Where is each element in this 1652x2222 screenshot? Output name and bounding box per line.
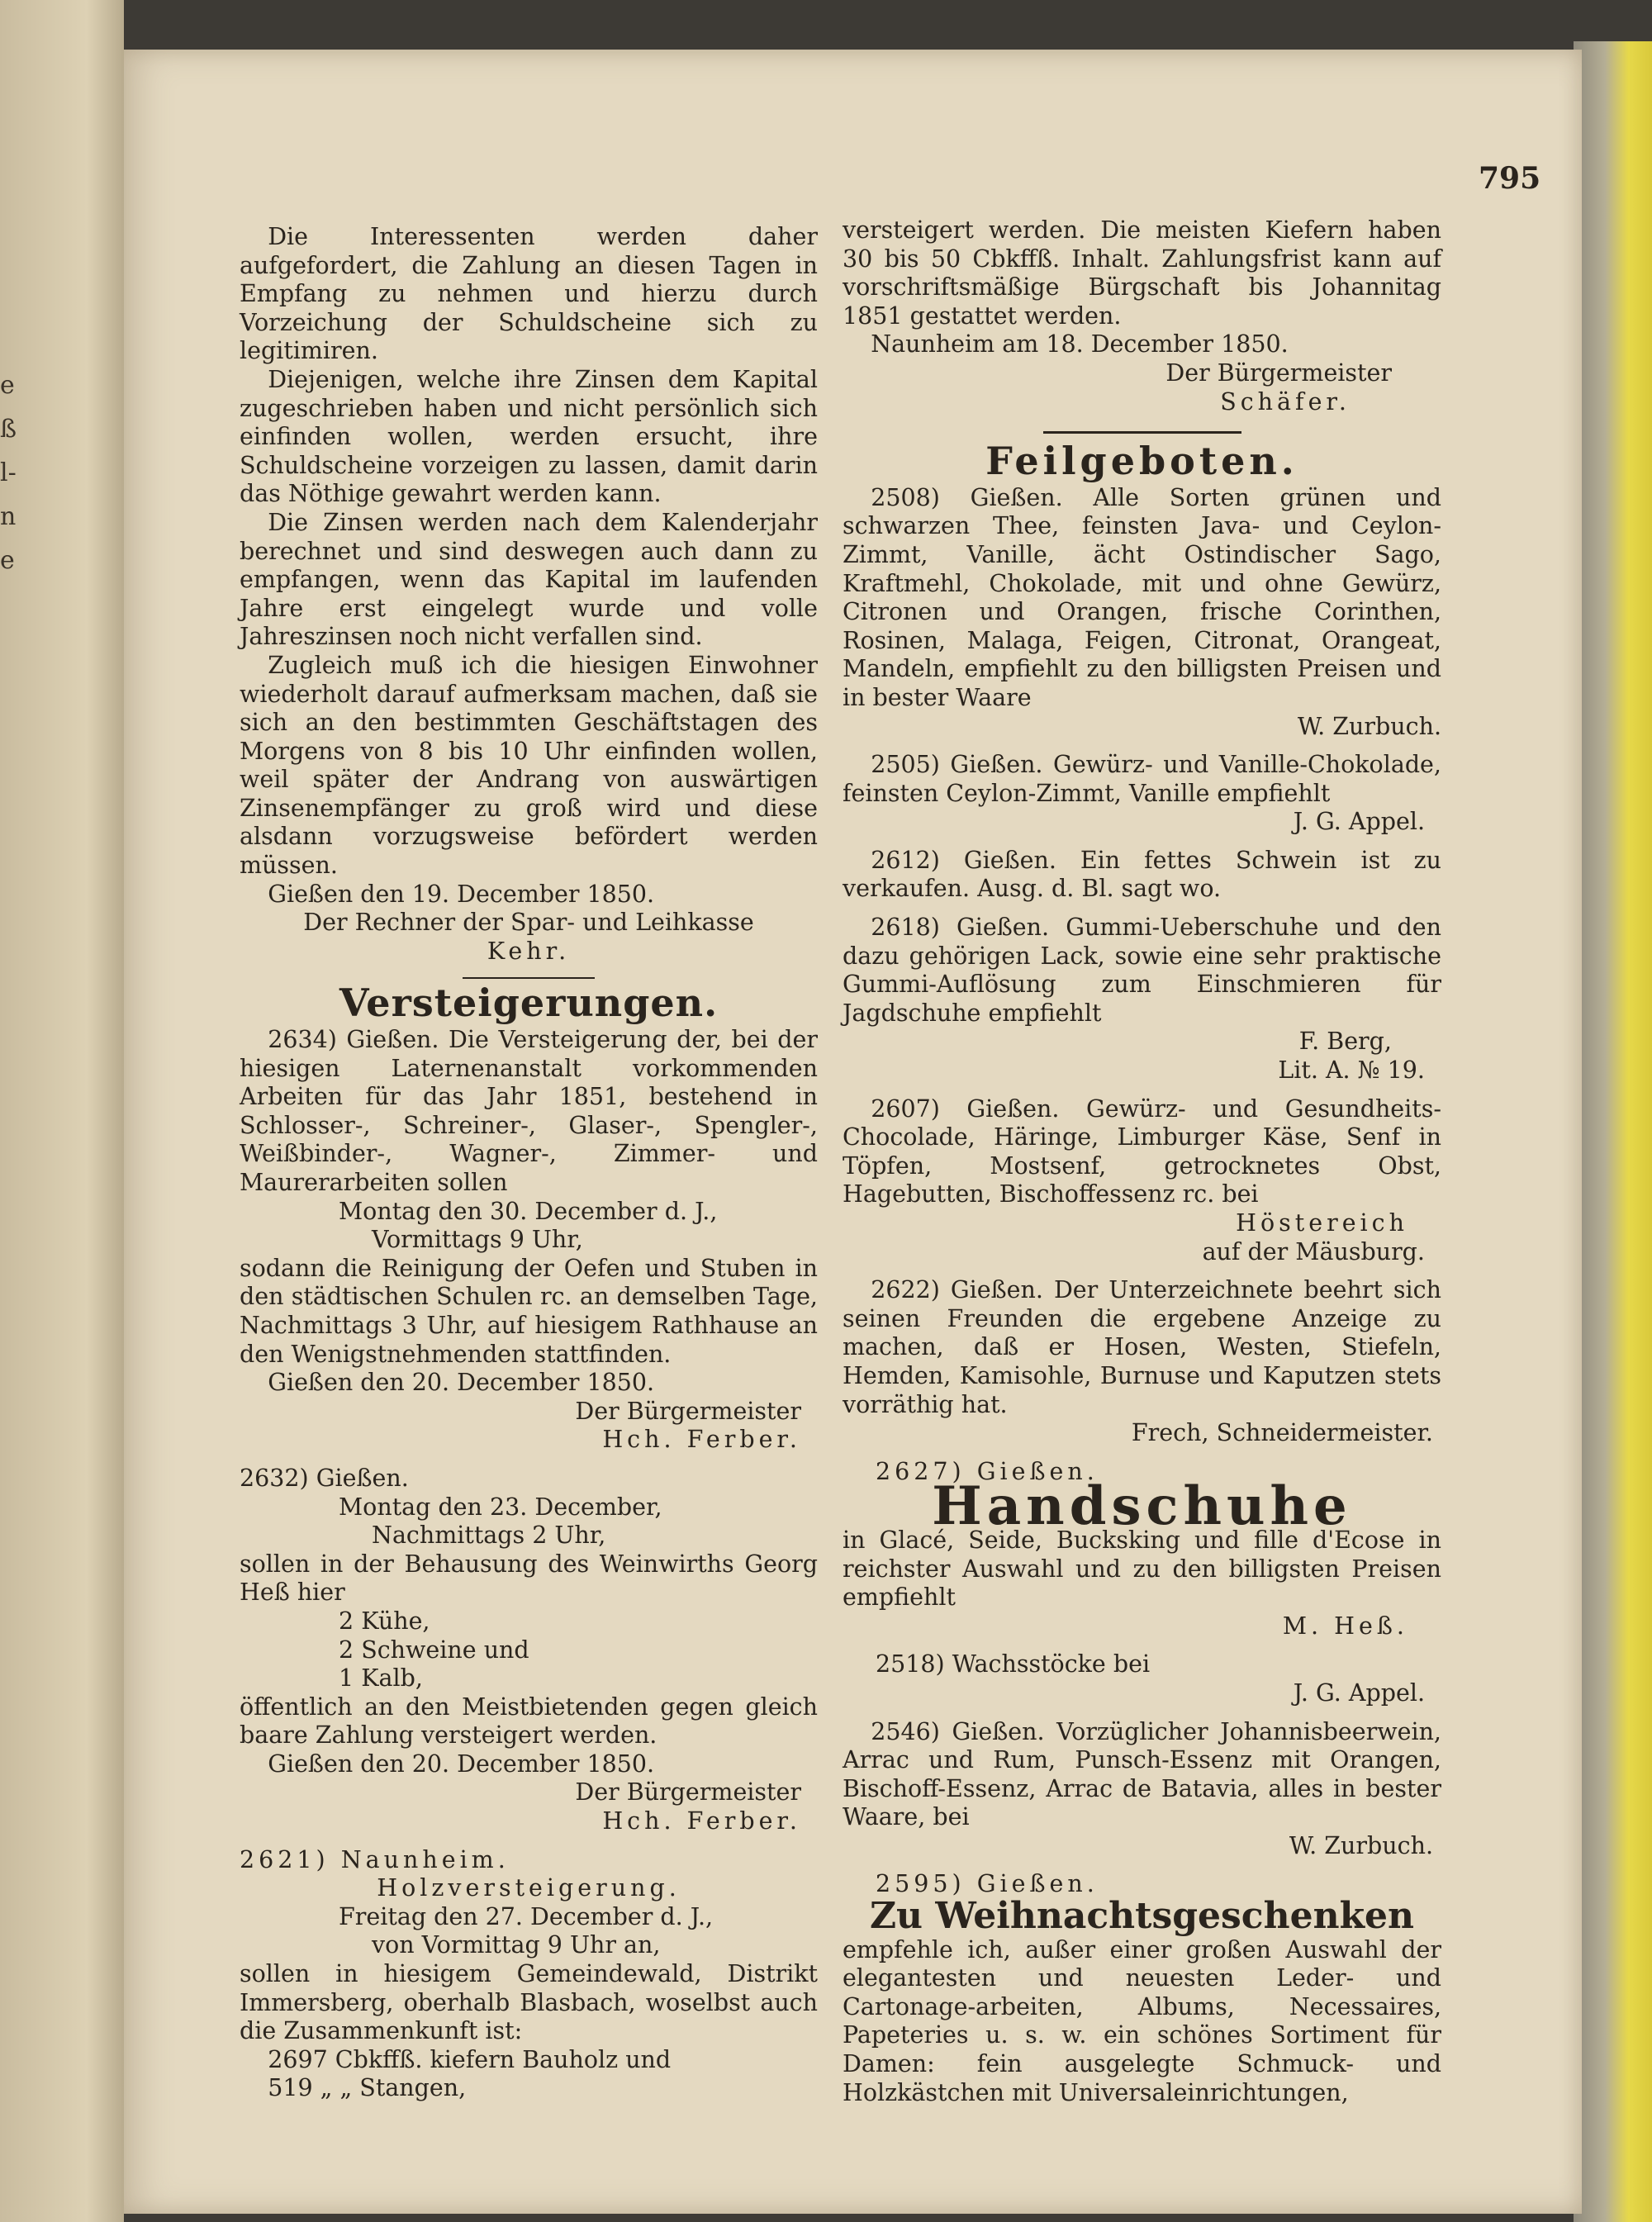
ad-2632-when: Montag den 23. December, <box>339 1493 662 1521</box>
ad-2627-head: 2627) Gießen. <box>876 1457 1099 1485</box>
signature: Kehr. <box>487 937 571 965</box>
date-line: Naunheim am 18. December 1850. <box>871 330 1289 358</box>
signature: J. G. Appel. <box>1293 808 1425 836</box>
ad-2634-text: sodann die Reinigung der Oefen und Stuben in den städtischen Schulen rc. an demselben Tage, Nachmittags 3 Uhr, auf hiesigem Rathhause an den Wenigstnehmenden stattfinden. <box>240 1254 818 1368</box>
address: Lit. A. № 19. <box>1278 1056 1425 1085</box>
ad-2627-title: Handschuhe <box>932 1475 1352 1538</box>
ad-2518: 2518) Wachsstöcke bei <box>876 1650 1151 1678</box>
left-page-edge-text <box>0 363 33 582</box>
signature: Der Rechner der Spar- und Leihkasse <box>303 909 754 937</box>
signature: W. Zurbuch. <box>1297 712 1441 740</box>
edge-letter: e <box>0 546 15 575</box>
ad-2621-when: Freitag den 27. December d. J., <box>339 1902 714 1930</box>
signature: M. Heß. <box>1282 1612 1408 1640</box>
signature: Höstereich <box>1236 1209 1408 1237</box>
paragraph: Die Zinsen werden nach dem Kalenderjahr berechnet und sind deswegen auch dann zu empfangen, wenn das Kapital im laufenden Jahre erst eingelegt wurde und volle Jahreszinsen noch nicht verfallen sind. <box>240 508 818 651</box>
ad-2632-item: 1 Kalb, <box>339 1664 423 1693</box>
ad-2632-head: 2632) Gießen. <box>240 1464 409 1492</box>
left-page-edge <box>0 0 124 2222</box>
book-edge <box>1574 41 1652 2222</box>
ad-2634: 2634) Gießen. Die Versteigerung der, bei der hiesigen Laternenanstalt vorkommenden Arbeiten für das Jahr 1851, bestehend in Schlosser-, Schreiner-, Glaser-, Spengler-, Weißbinder-, Wagner-, Zimmer- und Maurerarbeiten sollen <box>240 1026 818 1196</box>
signature: Der Bürgermeister <box>575 1778 801 1807</box>
divider <box>463 977 595 979</box>
ad-2632-when: Nachmittags 2 Uhr, <box>372 1522 606 1550</box>
signature: Hch. Ferber. <box>602 1807 801 1835</box>
edge-letter: l- <box>0 458 17 487</box>
section-heading-versteigerungen: Versteigerungen. <box>339 980 719 1026</box>
ad-2505: 2505) Gießen. Gewürz- und Vanille-Chokolade, feinsten Ceylon-Zimmt, Vanille empfiehlt <box>843 751 1441 807</box>
ad-2618: 2618) Gießen. Gummi-Ueberschuhe und den dazu gehörigen Lack, sowie eine sehr praktische Gummi-Auflösung zum Einschmieren für Jagdschuhe empfiehlt <box>843 914 1441 1027</box>
ad-2634-when: Vormittags 9 Uhr, <box>372 1226 583 1254</box>
date-line: Gießen den 20. December 1850. <box>268 1369 655 1397</box>
ad-2627: in Glacé, Seide, Bucksking und fille d'Ecose in reichster Auswahl und zu den billigsten Preisen empfiehlt <box>843 1526 1441 1612</box>
ad-2632-item: 2 Schweine und <box>339 1636 529 1664</box>
ad-2595-head: 2595) Gießen. <box>876 1870 1099 1898</box>
left-column <box>240 223 818 2103</box>
ad-2546: 2546) Gießen. Vorzüglicher Johannisbeerwein, Arrac und Rum, Punsch-Essenz mit Orangen, Bischoff-Essenz, Arrac de Batavia, alles in bester Waare, bei <box>843 1717 1441 1831</box>
ad-2621-title: Holzversteigerung. <box>377 1874 681 1902</box>
page-number: 795 <box>1479 161 1541 196</box>
edge-letter: ß <box>0 415 17 444</box>
ad-2621-text: sollen in hiesigem Gemeindewald, Distrikt Immersberg, oberhalb Blasbach, woselbst auch die Zusammenkunft ist: <box>240 1960 818 2045</box>
ad-2632-item: 2 Kühe, <box>339 1607 430 1635</box>
signature: F. Berg, <box>1298 1028 1392 1056</box>
divider <box>1043 431 1241 434</box>
signature: W. Zurbuch. <box>1289 1831 1433 1859</box>
ad-2621-head: 2621) Naunheim. <box>240 1845 510 1873</box>
edge-letter: e <box>0 371 15 400</box>
paragraph: Die Interessenten werden daher aufgefordert, die Zahlung an diesen Tagen in Empfang zu nehmen und hierzu durch Vorzeichung der Schuldscheine sich zu legitimiren. <box>240 223 818 365</box>
ad-2632-text: öffentlich an den Meistbietenden gegen gleich baare Zahlung versteigert werden. <box>240 1693 818 1750</box>
date-line: Gießen den 20. December 1850. <box>268 1750 655 1778</box>
signature: J. G. Appel. <box>1293 1678 1425 1707</box>
edge-letter: n <box>0 502 17 531</box>
ad-2621-item: 519 „ „ Stangen, <box>268 2074 467 2102</box>
ad-2595: empfehle ich, außer einer großen Auswahl der elegantesten und neuesten Leder- und Cartonage-arbeiten, Albums, Necessaires, Papeteries u. s. w. ein schönes Sortiment für Damen: fein ausgelegte Schmuck- und Holzkästchen mit Universaleinrichtungen, <box>843 1935 1441 2106</box>
ad-2508: 2508) Gießen. Alle Sorten grünen und schwarzen Thee, feinsten Java- und Ceylon-Zimmt, Vanille, ächt Ostindischer Sago, Kraftmehl, Chokolade, mit und ohne Gewürz, Citronen und Orangen, frische Corinthen, Rosinen, Malaga, Feigen, Citronat, Orangeat, Mandeln, empfiehlt zu den billigsten Preisen und in bester Waare <box>843 483 1441 711</box>
right-column <box>843 216 1441 2107</box>
ad-2607: 2607) Gießen. Gewürz- und Gesundheits-Chocolade, Häringe, Limburger Käse, Senf in Töpfen, Mostsenf, getrocknetes Obst, Hagebutten, Bischoffessenz rc. bei <box>843 1094 1441 1208</box>
ad-2634-when: Montag den 30. December d. J., <box>339 1197 718 1225</box>
paragraph: Zugleich muß ich die hiesigen Einwohner wiederholt darauf aufmerksam machen, daß sie sich an den bestimmten Geschäftstagen des Morgens von 8 bis 10 Uhr einfinden wollen, weil später der Andrang von auswärtigen Zinsenempfänger zu groß wird und diese alsdann vorzugsweise befördert werden müssen. <box>240 651 818 880</box>
signature: Schäfer. <box>1220 387 1351 415</box>
ad-2621-item: 2697 Cbkffß. kiefern Bauholz und <box>268 2045 672 2073</box>
ad-2621-when: von Vormittag 9 Uhr an, <box>372 1931 661 1959</box>
signature: Hch. Ferber. <box>602 1426 801 1454</box>
paragraph: Diejenigen, welche ihre Zinsen dem Kapital zugeschrieben haben und nicht persönlich sich einfinden wollen, werden ersucht, ihre Schuldscheine vorzeigen zu lassen, damit darin das Nöthige gewahrt werden kann. <box>240 365 818 508</box>
continued-text: versteigert werden. Die meisten Kiefern haben 30 bis 50 Cbkffß. Inhalt. Zahlungsfrist kann auf vorschriftsmäßige Bürgschaft bis Johannitag 1851 gestattet werden. <box>843 216 1441 330</box>
ad-2632-text: sollen in der Behausung des Weinwirths Georg Heß hier <box>240 1550 818 1607</box>
ad-2622: 2622) Gießen. Der Unterzeichnete beehrt sich seinen Freunden die ergebene Anzeige zu machen, daß er Hosen, Westen, Stiefeln, Hemden, Kamisohle, Burnuse und Kaputzen stets vorräthig hat. <box>843 1276 1441 1418</box>
address: auf der Mäusburg. <box>1202 1237 1425 1265</box>
signature: Der Bürgermeister <box>575 1397 801 1425</box>
ad-2612: 2612) Gießen. Ein fettes Schwein ist zu verkaufen. Ausg. d. Bl. sagt wo. <box>843 846 1441 903</box>
date-line: Gießen den 19. December 1850. <box>268 880 655 908</box>
section-heading-feilgeboten: Feilgeboten. <box>985 439 1298 484</box>
ad-2595-title: Zu Weihnachtsgeschenken <box>869 1895 1415 1938</box>
signature: Der Bürgermeister <box>1165 358 1392 387</box>
signature: Frech, Schneidermeister. <box>1131 1419 1433 1447</box>
